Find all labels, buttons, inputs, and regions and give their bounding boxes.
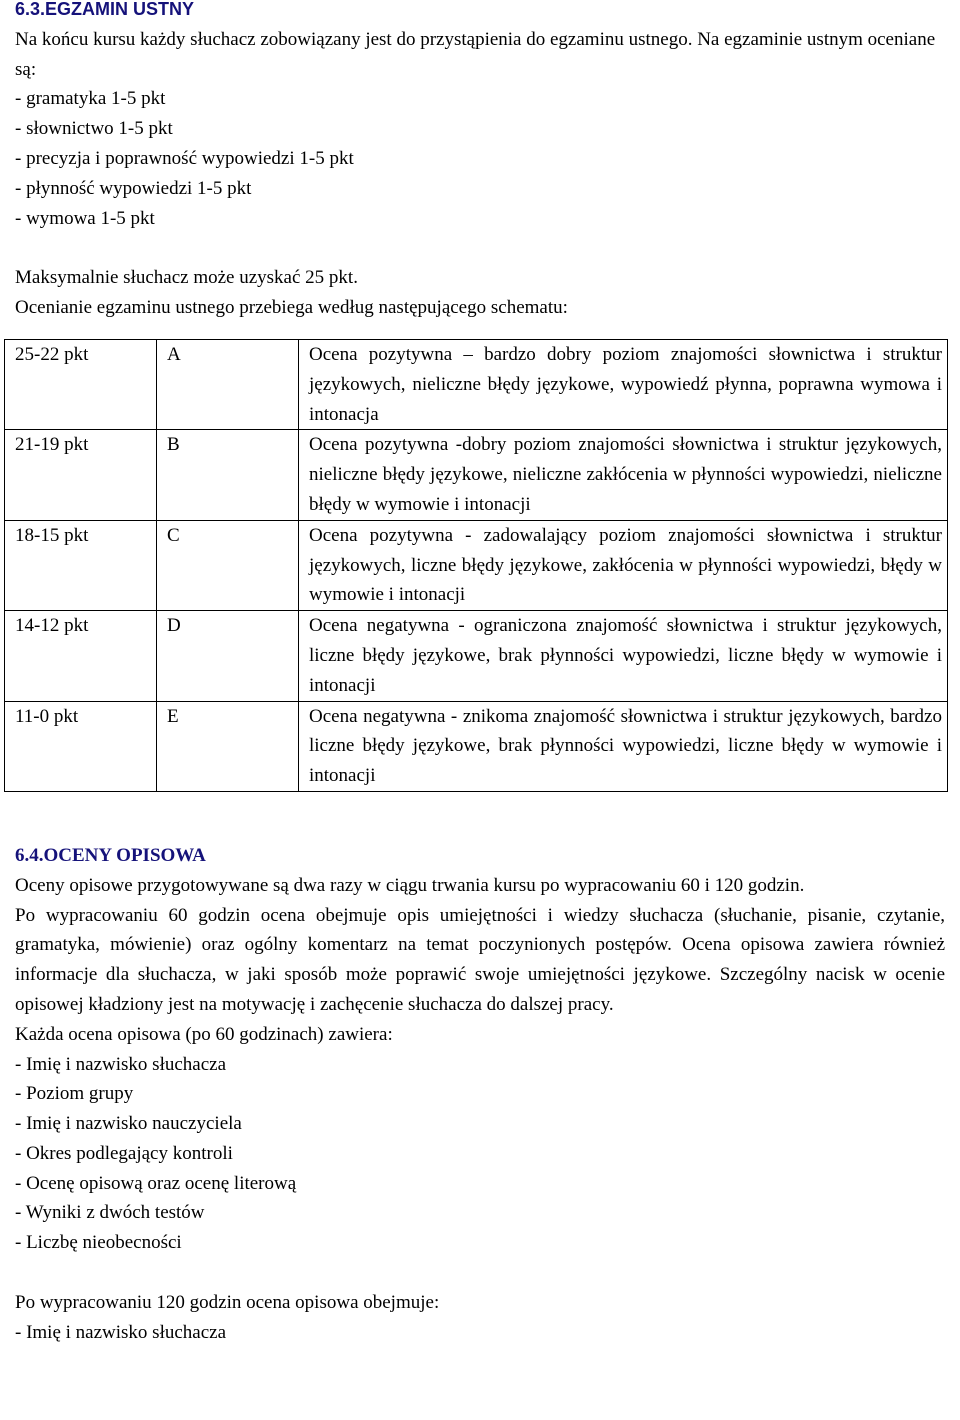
list-item: - słownictwo 1-5 pkt [15, 118, 173, 140]
points-cell: 21-19 pkt [5, 430, 157, 520]
points-cell: 11-0 pkt [5, 701, 157, 791]
descriptive-paragraph-2: Po wypracowaniu 60 godzin ocena obejmuje opis umiejętności i wiedzy słuchacza (słuchanie, pisanie, czytanie, gramatyka, mówienie) oraz ogólny komentarz na temat poczynionych postępów. Ocena opisowa zawiera również informacje dla słuchacza, w jaki sposób może poprawić swoje umiejętności językowe. Szczególny nacisk w ocenie opisowej kładziony jest na motywację i zachęcenie słuchacza do dalszej pracy. [15, 904, 945, 1015]
grade-cell: B [157, 430, 299, 520]
table-row [5, 520, 948, 610]
list-item: - Imię i nazwisko słuchacza [15, 1053, 227, 1075]
list-item: - wymowa 1-5 pkt [15, 207, 155, 229]
table-row [5, 611, 948, 701]
description-cell: Ocena pozytywna - zadowalający poziom znajomości słownictwa i struktur językowych, liczne błędy językowe, zakłócenia w płynności wypowiedzi, błędy w wymowie i intonacji [299, 520, 948, 610]
list-item: - precyzja i poprawność wypowiedzi 1-5 pkt [15, 147, 354, 169]
document-page [15, 0, 945, 1348]
grading-table [4, 339, 948, 792]
contents-list-2 [15, 1318, 945, 1348]
points-cell: 14-12 pkt [5, 611, 157, 701]
grade-cell: C [157, 520, 299, 610]
points-cell: 18-15 pkt [5, 520, 157, 610]
descriptive-paragraph-1: Oceny opisowe przygotowywane są dwa razy w ciągu trwania kursu po wypracowaniu 60 i 120 godzin. [15, 874, 805, 896]
list-item: - Ocenę opisową oraz ocenę literową [15, 1172, 297, 1194]
descriptive-paragraph-3: Po wypracowaniu 120 godzin ocena opisowa obejmuje: [15, 1292, 440, 1314]
section-heading-descriptive: 6.4.OCENY OPISOWA [15, 844, 206, 866]
table-row [5, 430, 948, 520]
max-points-text: Maksymalnie słuchacz może uzyskać 25 pkt. [15, 267, 358, 289]
grade-cell: E [157, 701, 299, 791]
spacer [15, 233, 945, 263]
table-row [5, 701, 948, 791]
list-item: - płynność wypowiedzi 1-5 pkt [15, 177, 252, 199]
list-item: - Imię i nazwisko słuchacza [15, 1321, 227, 1343]
list-intro: Każda ocena opisowa (po 60 godzinach) zawiera: [15, 1023, 393, 1045]
list-item: - Imię i nazwisko nauczyciela [15, 1113, 242, 1135]
description-cell: Ocena negatywna - znikoma znajomość słownictwa i struktur językowych, bardzo liczne błędy językowe, brak płynności wypowiedzi, liczne błędy w wymowie i intonacji [299, 701, 948, 791]
description-cell: Ocena pozytywna – bardzo dobry poziom znajomości słownictwa i struktur językowych, nieliczne błędy językowe, wypowiedź płynna, poprawna wymowa i intonacja [299, 339, 948, 429]
list-item: - gramatyka 1-5 pkt [15, 88, 166, 110]
description-cell: Ocena negatywna - ograniczona znajomość słownictwa i struktur językowych, liczne błędy językowe, brak płynności wypowiedzi, liczne błędy w wymowie i intonacji [299, 611, 948, 701]
scheme-intro: Ocenianie egzaminu ustnego przebiega według następującego schematu: [15, 297, 568, 319]
contents-list [15, 1050, 945, 1259]
exam-intro: Na końcu kursu każdy słuchacz zobowiązany jest do przystąpienia do egzaminu ustnego. Na egzaminie ustnym oceniane są: [15, 28, 936, 80]
list-item: - Liczbę nieobecności [15, 1232, 182, 1254]
section-heading-exam: 6.3.EGZAMIN USTNY [15, 0, 195, 19]
list-item: - Poziom grupy [15, 1083, 134, 1105]
description-cell: Ocena pozytywna -dobry poziom znajomości słownictwa i struktur językowych, nieliczne błędy językowe, nieliczne zakłócenia w płynności wypowiedzi, nieliczne błędy w wymowie i intonacji [299, 430, 948, 520]
list-item: - Wyniki z dwóch testów [15, 1202, 205, 1224]
points-cell: 25-22 pkt [5, 339, 157, 429]
grade-cell: D [157, 611, 299, 701]
spacer [15, 1258, 945, 1288]
criteria-list [15, 84, 945, 233]
list-item: - Okres podlegający kontroli [15, 1142, 233, 1164]
grade-cell: A [157, 339, 299, 429]
table-row [5, 339, 948, 429]
